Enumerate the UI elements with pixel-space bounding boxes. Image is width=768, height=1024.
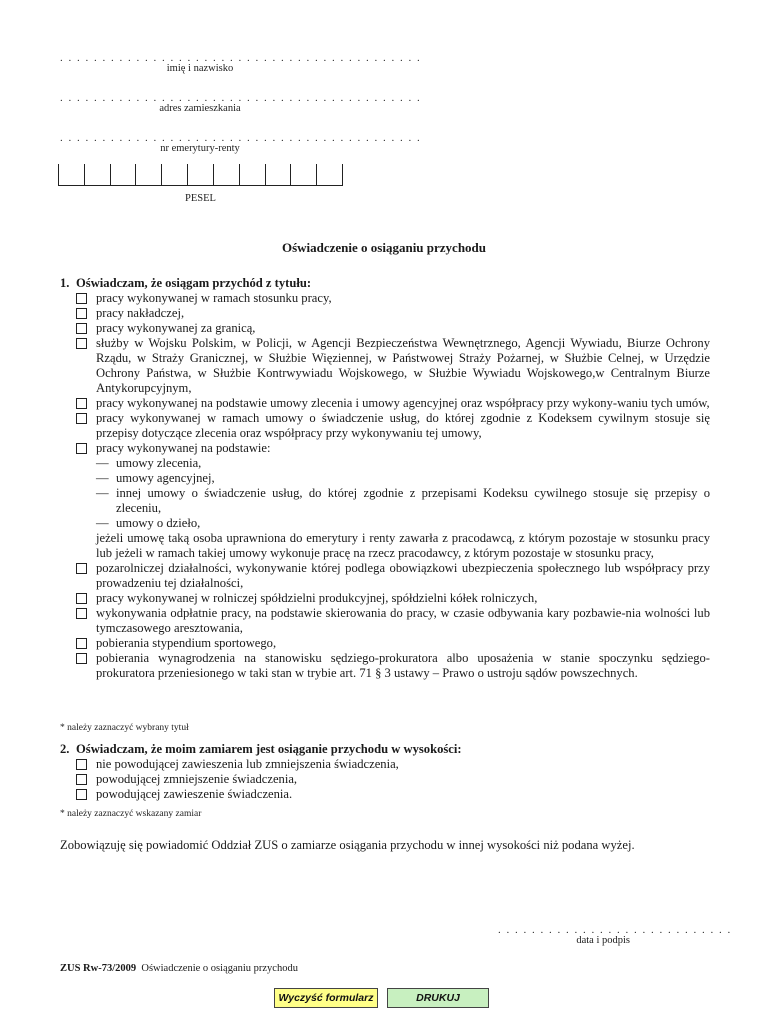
income-source-option xyxy=(60,321,710,336)
income-intent-option xyxy=(60,757,710,772)
checkbox[interactable] xyxy=(76,338,87,349)
pesel-field[interactable] xyxy=(58,164,343,186)
option-label: nie powodującej zawieszenia lub zmniejszenia świadczenia, xyxy=(96,757,399,771)
checkbox[interactable] xyxy=(76,323,87,334)
clear-form-button[interactable]: Wyczyść formularz xyxy=(274,988,378,1008)
print-button[interactable]: DRUKUJ xyxy=(387,988,489,1008)
option-label: pracy wykonywanej na podstawie: xyxy=(96,441,271,455)
checkbox[interactable] xyxy=(76,398,87,409)
income-source-option xyxy=(60,411,710,441)
pesel-cell[interactable] xyxy=(187,164,213,186)
income-source-option xyxy=(60,606,710,636)
checkbox[interactable] xyxy=(76,759,87,770)
page-title: Oświadczenie o osiąganiu przychodu xyxy=(281,240,487,255)
pesel-cell[interactable] xyxy=(265,164,291,186)
form-code: ZUS Rw-73/2009 xyxy=(60,963,137,974)
checkbox[interactable] xyxy=(76,293,87,304)
section-income-intent xyxy=(60,742,710,802)
section-income-source xyxy=(60,276,710,681)
pesel-cell[interactable] xyxy=(290,164,316,186)
income-source-option xyxy=(60,396,710,411)
income-source-option xyxy=(60,561,710,591)
form-name: Oświadczenie o osiąganiu przychodu xyxy=(141,963,298,974)
address-label: adres zamieszkania xyxy=(159,103,241,114)
income-source-option xyxy=(60,336,710,396)
checkbox[interactable] xyxy=(76,608,87,619)
checkbox[interactable] xyxy=(76,789,87,800)
address-dots[interactable]: . . . . . . . . . . . . . . . . . . . . . . . . . . . . . . . . . . . . . . . . . . . xyxy=(60,92,422,104)
section1-note: * należy zaznaczyć wybrany tytuł xyxy=(60,723,189,733)
commitment-text: Zobowiązuję się powiadomić Oddział ZUS o zamiarze osiągania przychodu w innej wysokości niż podana wyżej. xyxy=(60,838,635,852)
contract-type-label: umowy agencyjnej, xyxy=(116,471,215,485)
contract-type-label: umowy zlecenia, xyxy=(116,456,202,470)
income-source-option xyxy=(60,651,710,681)
income-intent-option xyxy=(60,772,710,787)
option-label: powodującej zmniejszenie świadczenia, xyxy=(96,772,298,786)
contract-type-label: umowy o dzieło, xyxy=(116,516,201,530)
signature-dots[interactable]: . . . . . . . . . . . . . . . . . . . . . . . . . . . . xyxy=(498,924,732,936)
checkbox[interactable] xyxy=(76,774,87,785)
pesel-cell[interactable] xyxy=(58,164,84,186)
pension-number-label: nr emerytury-renty xyxy=(160,143,240,154)
checkbox[interactable] xyxy=(76,413,87,424)
checkbox[interactable] xyxy=(76,308,87,319)
option-label: pracy wykonywanej w ramach umowy o świadczenie usług, do której zgodnie z Kodeksem cywilnym stosuje się przepisy dotyczące zlecenia oraz współpracy przy wykonywaniu tej umowy, xyxy=(96,411,710,440)
income-source-option xyxy=(60,306,710,321)
option-label: pobierania wynagrodzenia na stanowisku sędziego-prokuratora albo uposażenia w stanie spoczynku sędziego-prokuratora przeniesionego w taki stan w trybie art. 71 § 3 ustawy – Prawo o ustroju sądów powszechnych. xyxy=(96,651,710,680)
checkbox[interactable] xyxy=(76,638,87,649)
pesel-label: PESEL xyxy=(185,193,216,204)
pesel-cell[interactable] xyxy=(213,164,239,186)
form-footer xyxy=(60,963,298,974)
option-label: pracy wykonywanej w ramach stosunku pracy, xyxy=(96,291,332,305)
dash-mark: — xyxy=(96,486,109,500)
income-source-option xyxy=(60,636,710,651)
section2-note: * należy zaznaczyć wskazany zamiar xyxy=(60,809,202,819)
option-label: pracy wykonywanej na podstawie umowy zlecenia i umowy agencyjnej oraz współpracy przy wykony-waniu tych umów, xyxy=(96,396,710,410)
checkbox[interactable] xyxy=(76,593,87,604)
section2-heading: 2. Oświadczam, że moim zamiarem jest osiąganie przychodu w wysokości: xyxy=(60,742,462,756)
option-label: powodującej zawieszenie świadczenia. xyxy=(96,787,293,801)
option-label: pracy wykonywanej za granicą, xyxy=(96,321,256,335)
name-dots[interactable]: . . . . . . . . . . . . . . . . . . . . . . . . . . . . . . . . . . . . . . . . . . . xyxy=(60,52,422,64)
checkbox[interactable] xyxy=(76,653,87,664)
contract-type-item xyxy=(60,471,710,486)
pesel-cell[interactable] xyxy=(239,164,265,186)
dash-mark: — xyxy=(96,456,109,470)
option-label: wykonywania odpłatnie pracy, na podstawie skierowania do pracy, w czasie odbywania kary pozbawie-nia wolności lub tymczasowego aresztowania, xyxy=(96,606,710,635)
checkbox[interactable] xyxy=(76,563,87,574)
income-source-option xyxy=(60,291,710,306)
pesel-cell[interactable] xyxy=(84,164,110,186)
section1-continuation: jeżeli umowę taką osoba uprawniona do emerytury i renty zawarła z pracodawcą, z którym pozostaje w stosunku pracy lub jeżeli w ramach takiej umowy wykonuje pracę na rzecz pracodawcy, z którym pozostaje w stosunku pracy, xyxy=(96,531,710,560)
pension-number-dots[interactable]: . . . . . . . . . . . . . . . . . . . . . . . . . . . . . . . . . . . . . . . . . . . xyxy=(60,132,422,144)
checkbox[interactable] xyxy=(76,443,87,454)
contract-type-label: innej umowy o świadczenie usług, do której zgodnie z przepisami Kodeksu cywilnego stosuje się przepisy o zleceniu, xyxy=(116,486,710,515)
section1-heading: 1. Oświadczam, że osiągam przychód z tytułu: xyxy=(60,276,312,290)
pesel-cell[interactable] xyxy=(110,164,136,186)
contract-type-item xyxy=(60,516,710,531)
contract-type-item xyxy=(60,456,710,471)
income-source-option xyxy=(60,441,710,456)
dash-mark: — xyxy=(96,471,109,485)
dash-mark: — xyxy=(96,516,109,530)
option-label: służby w Wojsku Polskim, w Policji, w Agencji Bezpieczeństwa Wewnętrznego, Agencji Wywiadu, Biurze Ochrony Rządu, w Straży Granicznej, w Służbie Więziennej, w Państwowej Straży Pożarnej, w Służbie Celnej, w Urzędzie Ochrony Państwa, w Służbie Kontrwywiadu Wojskowego, w Służbie Wywiadu Wojskowego,w Centralnym Biurze Antykorupcyjnym, xyxy=(96,336,710,395)
option-label: pozarolniczej działalności, wykonywanie której podlega obowiązkowi ubezpieczenia społecznego lub współpracy przy prowadzeniu tej działalności, xyxy=(96,561,710,590)
income-intent-option xyxy=(60,787,710,802)
pesel-cell[interactable] xyxy=(161,164,187,186)
pesel-cell[interactable] xyxy=(135,164,161,186)
pesel-cell[interactable] xyxy=(316,164,343,186)
option-label: pracy wykonywanej w rolniczej spółdzielni produkcyjnej, spółdzielni kółek rolniczych, xyxy=(96,591,538,605)
option-label: pobierania stypendium sportowego, xyxy=(96,636,277,650)
option-label: pracy nakładczej, xyxy=(96,306,185,320)
signature-label: data i podpis xyxy=(576,935,630,946)
name-label: imię i nazwisko xyxy=(166,63,234,74)
contract-type-item xyxy=(60,486,710,516)
income-source-option xyxy=(60,591,710,606)
